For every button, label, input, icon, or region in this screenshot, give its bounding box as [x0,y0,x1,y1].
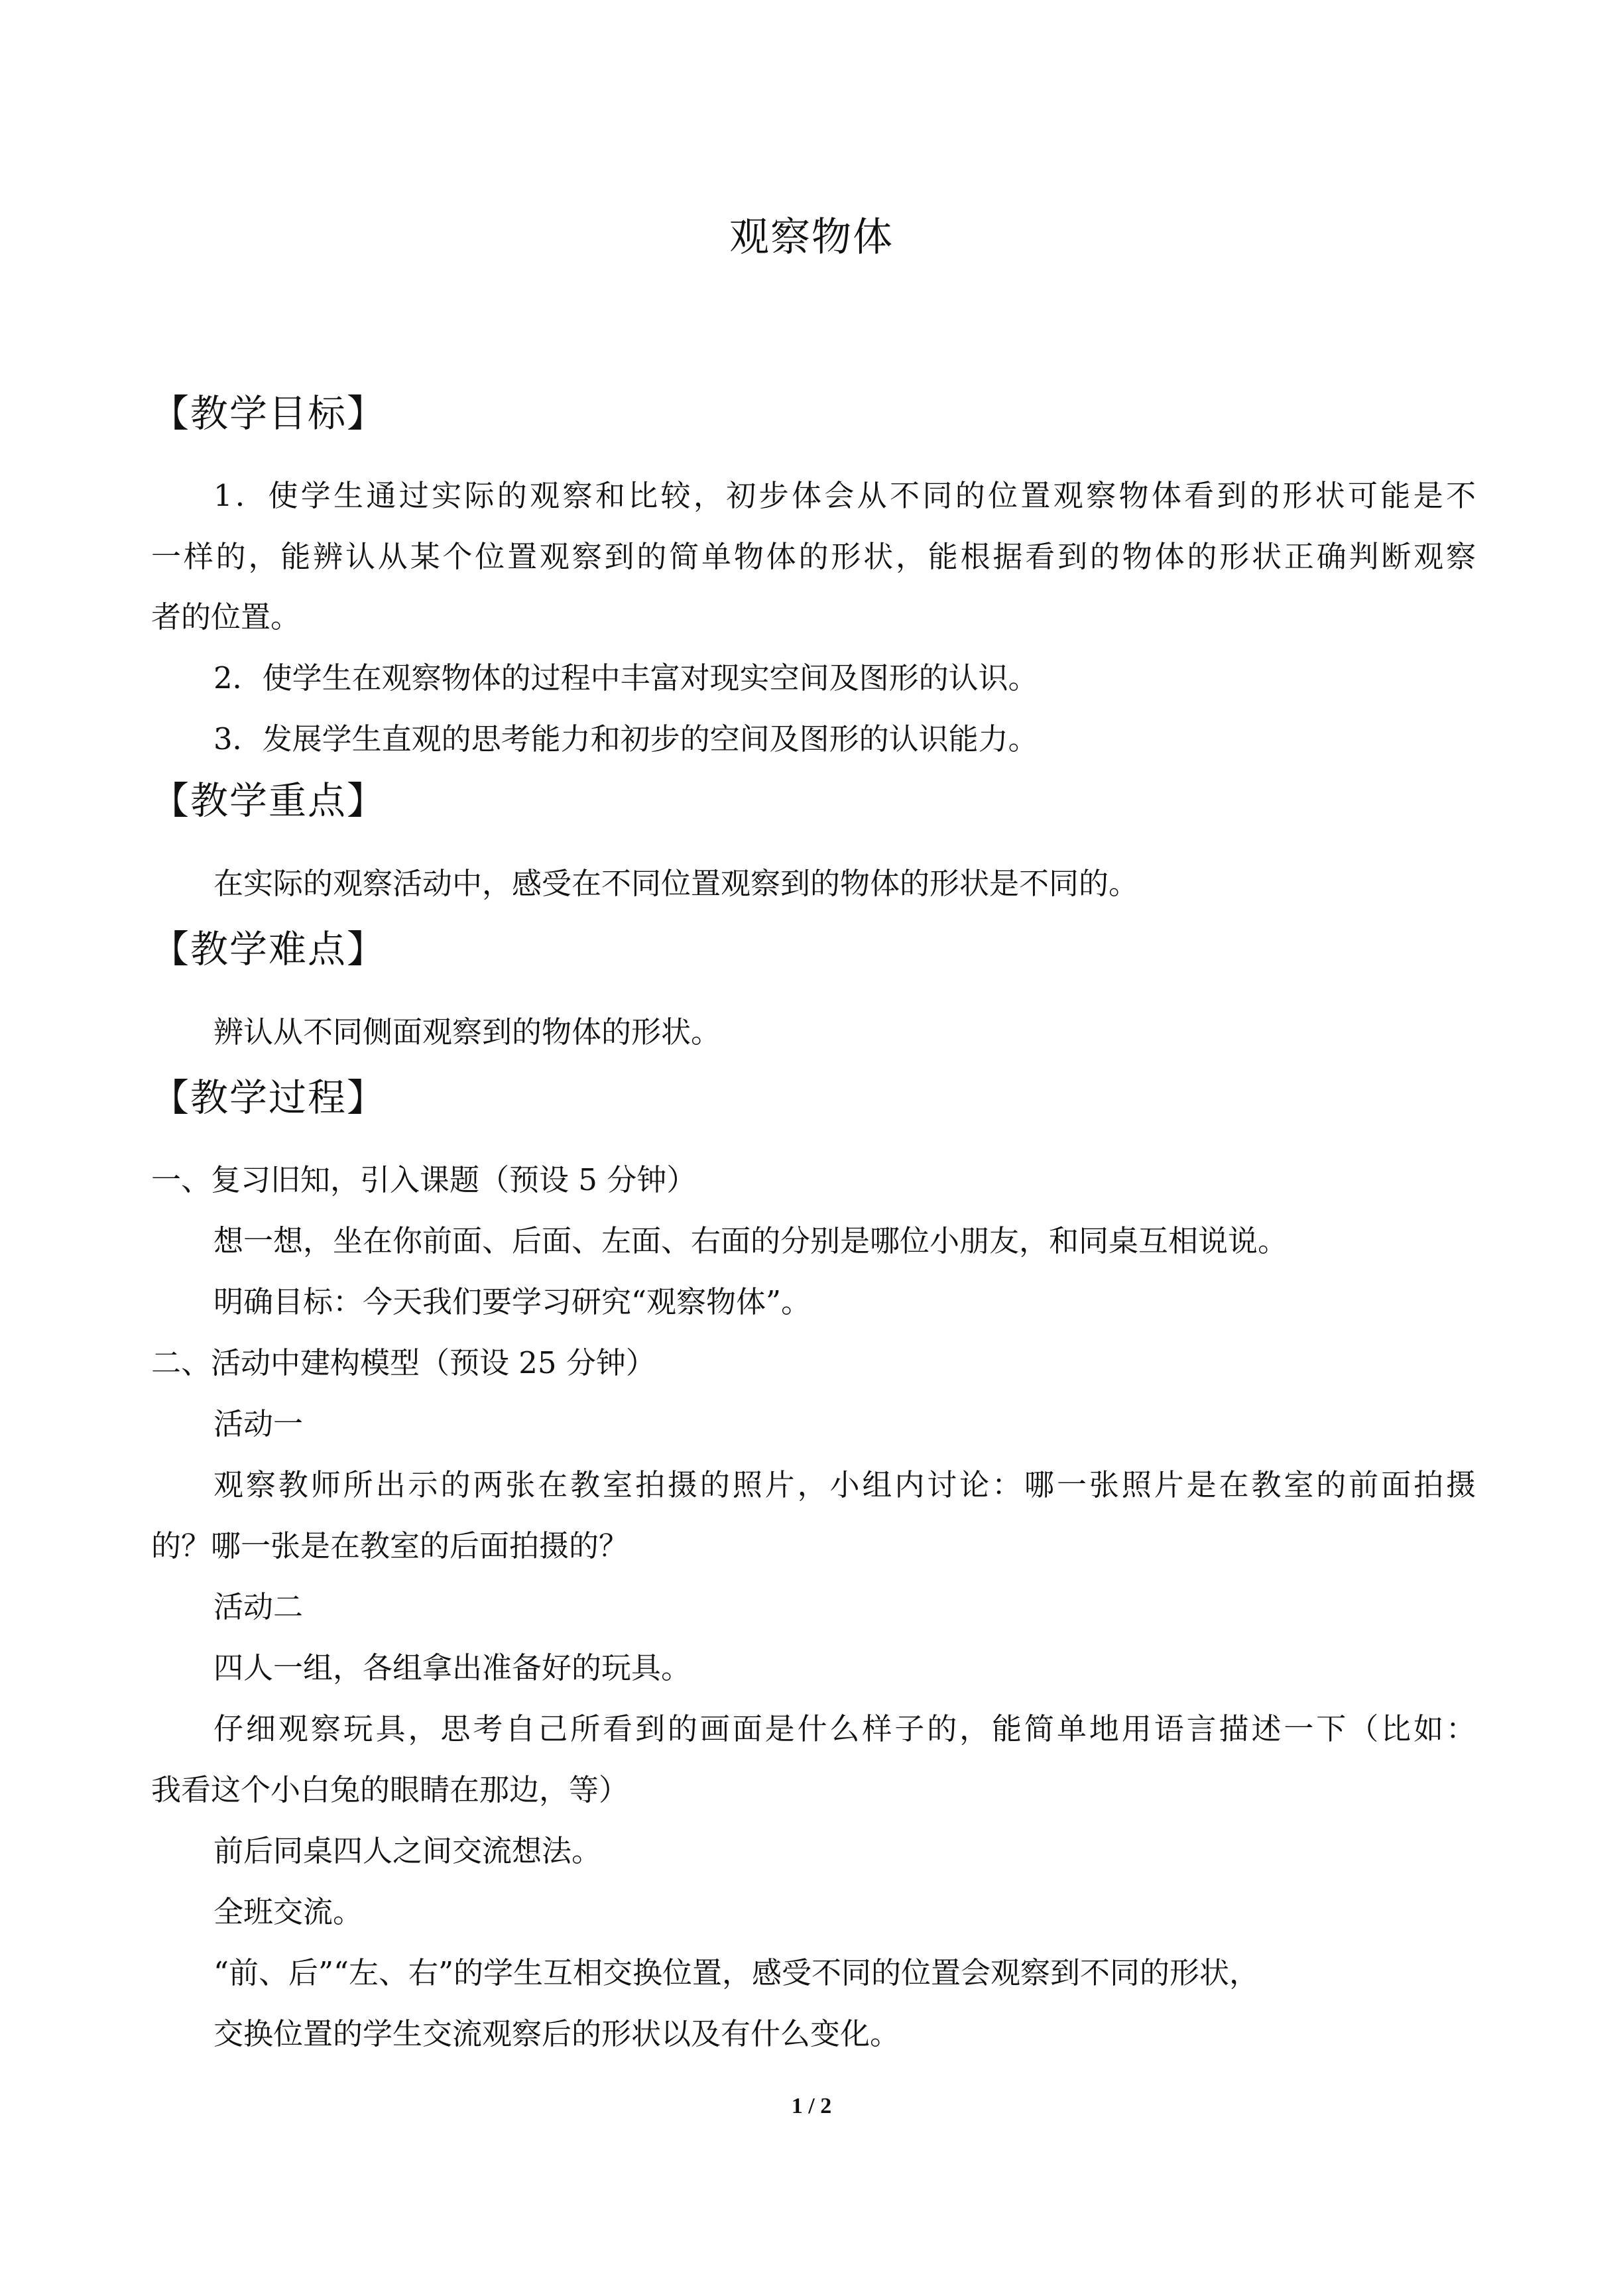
activity-2-p3: 前后同桌四人之间交流想法。 [213,1833,602,1868]
activity-1-line-2: 的？哪一张是在教室的后面拍摄的？ [151,1528,629,1563]
page-title: 观察物体 [729,214,894,261]
activity-1-line-1: 观察教师所出示的两张在教室拍摄的照片，小组内讨论：哪一张照片是在教室的前面拍摄 [213,1467,1476,1502]
heading-difficulties: 【教学难点】 [151,928,386,971]
difficulty-text: 辨认从不同侧面观察到的物体的形状。 [213,1014,721,1050]
process-section-1-title: 一、复习旧知，引入课题（预设 5 分钟） [151,1162,697,1197]
key-point-text: 在实际的观察活动中，感受在不同位置观察到的物体的形状是不同的。 [213,866,1139,901]
objective-2: 2．使学生在观察物体的过程中丰富对现实空间及图形的认识。 [213,660,1038,695]
heading-teaching-process: 【教学过程】 [151,1076,386,1120]
objective-1-line-3: 者的位置。 [151,599,301,634]
process-section-1-p2: 明确目标：今天我们要学习研究“观察物体”。 [213,1284,812,1319]
process-section-1-p1: 想一想，坐在你前面、后面、左面、右面的分别是哪位小朋友，和同桌互相说说。 [213,1223,1288,1258]
activity-2-label: 活动二 [213,1589,304,1624]
activity-2-p2-line-1: 仔细观察玩具，思考自己所看到的画面是什么样子的，能简单地用语言描述一下（比如： [213,1711,1476,1746]
objective-1-line-2: 一样的，能辨认从某个位置观察到的简单物体的形状，能根据看到的物体的形状正确判断观察 [151,539,1476,574]
heading-teaching-objectives: 【教学目标】 [151,392,386,436]
objective-3: 3．发展学生直观的思考能力和初步的空间及图形的认识能力。 [213,721,1038,756]
activity-2-p6: 交换位置的学生交流观察后的形状以及有什么变化。 [213,2016,900,2051]
page-number: 1 / 2 [791,2094,832,2118]
process-section-2-title: 二、活动中建构模型（预设 25 分钟） [151,1345,656,1380]
activity-1-label: 活动一 [213,1406,304,1441]
activity-2-p5: “前、后”“左、右”的学生互相交换位置，感受不同的位置会观察到不同的形状， [213,1955,1260,1990]
heading-key-points: 【教学重点】 [151,779,386,823]
activity-2-p4: 全班交流。 [213,1894,363,1929]
activity-2-p2-line-2: 我看这个小白兔的眼睛在那边，等） [151,1772,629,1807]
activity-2-p1: 四人一组，各组拿出准备好的玩具。 [213,1650,691,1685]
objective-1-line-1: 1．使学生通过实际的观察和比较，初步体会从不同的位置观察物体看到的形状可能是不 [213,478,1476,513]
